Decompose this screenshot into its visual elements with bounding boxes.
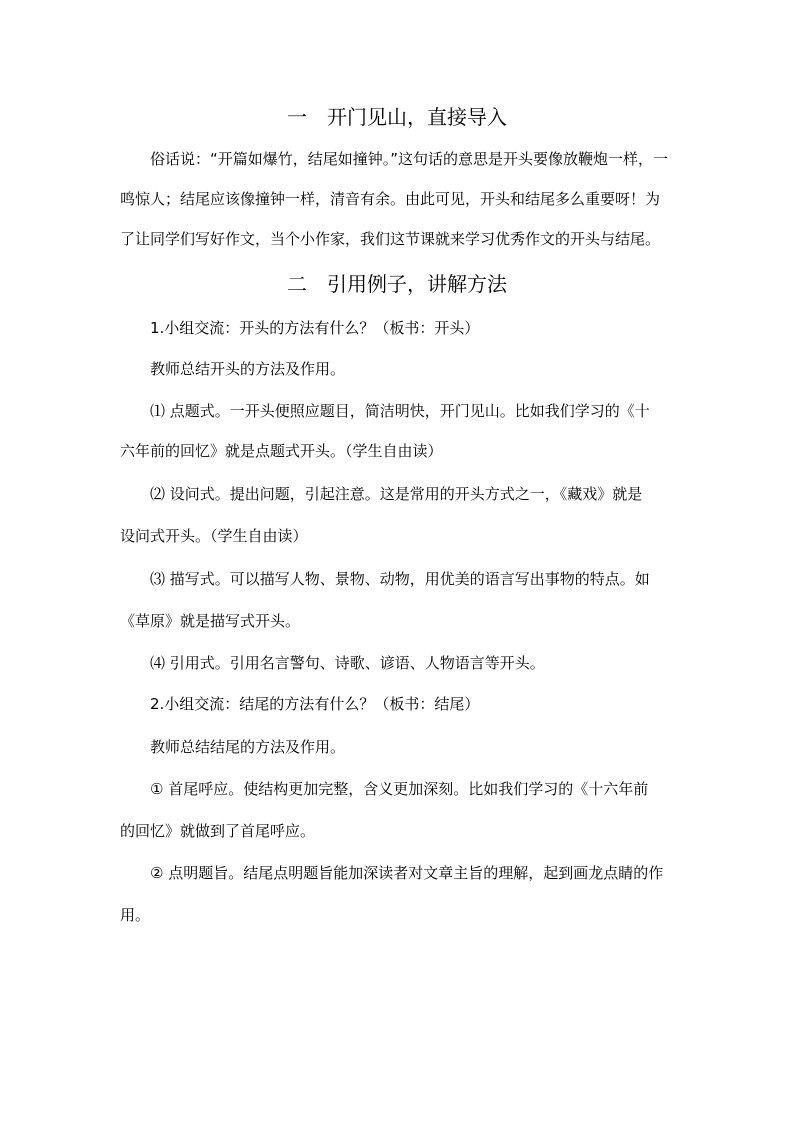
list-item: 用。 bbox=[120, 906, 151, 924]
paragraph-line: 鸣惊人；结尾应该像撞钟一样，清音有余。由此可见，开头和结尾多么重要呀！为 bbox=[120, 190, 661, 208]
list-item: ⑵ 设问式。提出问题，引起注意。这是常用的开头方式之一，《藏戏》就是 bbox=[150, 485, 643, 503]
list-item: ⑷ 引用式。引用名言警句、诗歌、谚语、人物语言等开头。 bbox=[150, 654, 545, 672]
list-item: 教师总结开头的方法及作用。 bbox=[150, 360, 346, 378]
list-item: 1.小组交流：开头的方法有什么？（板书：开头） bbox=[150, 319, 480, 337]
list-item: ⑶ 描写式。可以描写人物、景物、动物，用优美的语言写出事物的特点。如 bbox=[150, 570, 650, 588]
paragraph-line: 俗话说：“开篇如爆竹，结尾如撞钟。”这句话的意思是开头要像放鞭炮一样，一 bbox=[150, 150, 669, 168]
paragraph-line: 了让同学们写好作文，当个小作家，我们这节课就来学习优秀作文的开头与结尾。 bbox=[120, 230, 661, 248]
section-2-heading: 二 引用例子，讲解方法 bbox=[287, 272, 507, 296]
list-item: ② 点明题旨。结尾点明题旨能加深读者对文章主旨的理解，起到画龙点睛的作 bbox=[150, 864, 664, 882]
list-item: 2.小组交流：结尾的方法有什么？（板书：结尾） bbox=[150, 695, 480, 713]
list-item: ⑴ 点题式。一开头便照应题目，简洁明快，开门见山。比如我们学习的《十 bbox=[150, 402, 650, 420]
list-item: 设问式开头。（学生自由读） bbox=[120, 527, 308, 545]
list-item: 的回忆》就做到了首尾呼应。 bbox=[120, 822, 316, 840]
list-item: 《草原》就是描写式开头。 bbox=[120, 612, 301, 630]
section-1-heading: 一 开门见山，直接导入 bbox=[287, 105, 507, 129]
list-item: ① 首尾呼应。使结构更加完整，含义更加深刻。比如我们学习的《十六年前 bbox=[150, 780, 649, 798]
list-item: 六年前的回忆》就是点题式开头。（学生自由读） bbox=[120, 442, 443, 460]
list-item: 教师总结结尾的方法及作用。 bbox=[150, 738, 346, 756]
